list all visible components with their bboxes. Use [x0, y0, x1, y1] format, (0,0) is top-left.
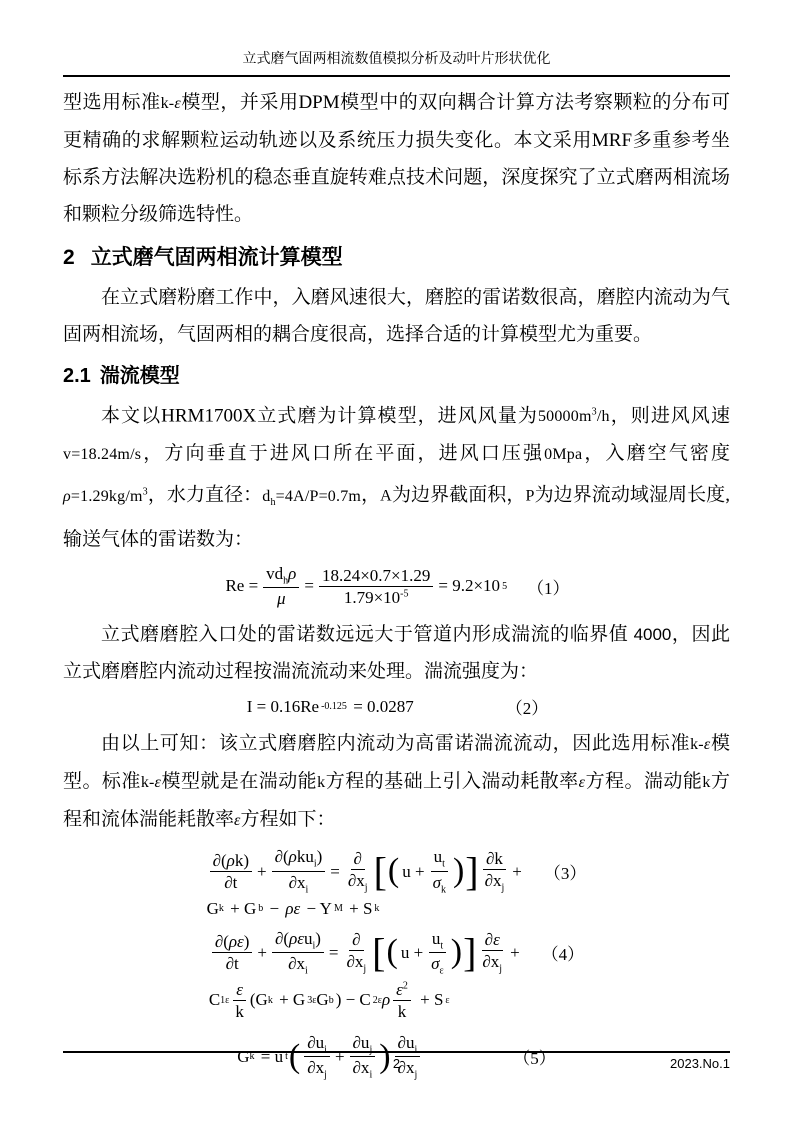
math-text: = [328, 942, 339, 962]
greek-run: ρε [228, 932, 244, 952]
subsection-heading-2-1 [63, 361, 730, 391]
math-run [262, 487, 362, 508]
equation-3 [63, 847, 730, 918]
fraction [479, 930, 505, 975]
math-run: k [702, 774, 711, 792]
subscript: h [283, 575, 289, 587]
paragraph [63, 394, 730, 558]
greek-run: ε [234, 812, 241, 830]
denominator: ∂t [224, 873, 238, 893]
denominator [341, 587, 412, 607]
numerator [233, 980, 246, 1001]
subscript: j [324, 1069, 327, 1081]
subscript: 1ε [220, 994, 230, 1006]
math-text: u [433, 847, 443, 867]
fraction [232, 980, 247, 1021]
denominator [482, 870, 508, 894]
left-paren: ( [387, 852, 400, 890]
subscript: b [258, 903, 264, 915]
math-text: G [316, 990, 329, 1010]
fraction [393, 980, 411, 1021]
math-run: A [380, 487, 392, 505]
math-text: − [265, 898, 284, 918]
greek-run: σ [432, 873, 441, 893]
superscript: 3 [591, 407, 597, 418]
text-run: 模型就是在湍动能 [161, 771, 318, 793]
math-text: 1.79×10 [343, 587, 401, 607]
math-text: ∂x [352, 1058, 370, 1078]
denominator [479, 951, 505, 975]
denominator: k [235, 1001, 244, 1021]
subscript: t [442, 858, 445, 870]
greek-run: ρ [288, 847, 297, 867]
fraction [343, 930, 369, 975]
math-run: 0Mpa [544, 446, 583, 464]
math-text: ∂u [397, 1032, 415, 1052]
denominator [345, 870, 371, 894]
left-bracket: [ [372, 929, 386, 975]
math-text: ∂u [307, 1032, 325, 1052]
math-text: ) [316, 847, 323, 867]
math-run: k- [140, 774, 155, 792]
page-footer [63, 1051, 730, 1071]
denominator [274, 588, 289, 608]
math-text: I = 0.16Re [246, 696, 320, 716]
math-text: + [334, 1046, 345, 1066]
math-text: ∂( [274, 847, 289, 867]
greek-run: ε [578, 774, 586, 792]
text-run: 模型，并采用DPM模型中的双向耦合计算方法考察颗粒的分布可更精确的求解颗粒运动轨迹以及系统压力损失变化。本文采用MRF多重参考坐标系方法解决选粉机的稳态垂直旋转难点技术问题，深度探究了立式磨两相流场和颗粒分级筛选特性。 [63, 92, 730, 225]
subscript: j [499, 963, 503, 975]
equation-lines [209, 929, 584, 1021]
math-text: + [512, 861, 522, 881]
numerator: 18.24×0.7×1.29 [319, 566, 433, 587]
math-text: + S [344, 898, 373, 918]
equation-line-2 [209, 980, 450, 1021]
greek-run: ε [154, 774, 162, 792]
math-text: vd [266, 563, 284, 583]
denominator [428, 953, 447, 977]
greek-run: ε [236, 979, 243, 999]
section-title: 立式磨气固两相流计算模型 [90, 246, 343, 269]
right-paren: ) [452, 852, 465, 890]
text-run: 方程和流体湍能耗散率 [63, 771, 730, 831]
math-text: ∂x [307, 1058, 325, 1078]
subscript: k [249, 1051, 255, 1063]
math-text: =1.29kg/m [70, 487, 143, 505]
math-text: ∂( [275, 928, 290, 948]
subscript: ε [439, 965, 444, 977]
subscript: 2ε [372, 994, 382, 1006]
text-run: 方程如下： [240, 809, 336, 831]
math-text: ∂u [352, 1032, 370, 1052]
numerator: ∂ [349, 930, 363, 951]
fraction [212, 932, 253, 973]
right-bracket: ] [465, 848, 479, 894]
greek-run: ε [703, 736, 711, 754]
subscript: i [312, 940, 316, 951]
math-text: ) [243, 932, 250, 952]
math-text: ∂x [397, 1058, 415, 1078]
paragraph [63, 279, 730, 353]
math-text: u [303, 928, 313, 948]
math-run: k- [160, 95, 175, 112]
denominator: k [397, 1001, 407, 1021]
math-text: = [304, 576, 314, 596]
subscript: t [440, 940, 444, 951]
text-run: 为边界截面积， [391, 484, 526, 506]
subscript: k [218, 903, 224, 915]
subscript: k [440, 884, 446, 896]
text-run: ， [361, 484, 381, 506]
subscript: j [369, 1044, 373, 1056]
text-run: 为边界流动域湿周长度,输送气体的雷诺数为： [63, 484, 730, 550]
numerator: ∂ [351, 849, 365, 870]
right-paren: ) [379, 1037, 391, 1075]
left-paren: ( [288, 1037, 301, 1075]
fraction [272, 929, 324, 977]
equation-number: （5） [513, 1049, 556, 1069]
math-text: u + [400, 942, 424, 962]
running-title-text: 立式磨气固两相流数值模拟分析及动叶片形状优化 [242, 52, 551, 67]
math-text: + G [274, 990, 306, 1010]
denominator [285, 953, 311, 977]
subscript: i [324, 1044, 327, 1056]
subscript: t [285, 1051, 288, 1063]
superscript: -5 [400, 587, 409, 599]
greek-run: ε [396, 979, 403, 999]
text-run: 方程。湍动能 [585, 771, 703, 793]
math-text: ∂x [346, 952, 364, 972]
denominator [286, 872, 312, 896]
greek-run: σ [431, 954, 440, 974]
text-run: ，入磨空气密度 [582, 443, 730, 465]
left-paren: ( [386, 933, 398, 971]
running-title [63, 50, 730, 77]
fraction [210, 851, 252, 892]
equation-number: （4） [541, 945, 585, 965]
math-text: Re = [225, 576, 259, 596]
text-run: 型选用标准 [63, 92, 161, 113]
fraction [482, 849, 508, 894]
superscript: 3 [142, 486, 148, 498]
numerator [482, 930, 503, 951]
equation-line-2 [207, 899, 380, 919]
greek-run: ε [493, 930, 500, 950]
math-text: u + [402, 861, 425, 881]
subscript: k [374, 903, 380, 915]
math-text: ) − C [335, 990, 371, 1010]
text-run: 由以上可知：该立式磨磨腔内流动为高雷诺湍流流动，因此选用标准 [101, 733, 691, 755]
numerator [210, 851, 252, 872]
equation-lines [207, 847, 587, 918]
math-text: /h [596, 408, 610, 426]
math-text: ) [315, 928, 321, 948]
fraction [428, 929, 447, 977]
math-text: ∂ [484, 930, 494, 950]
greek-run: ρ [226, 851, 235, 870]
math-text: ∂x [347, 871, 365, 891]
subscript: j [501, 882, 505, 894]
numerator [429, 929, 446, 954]
issue-number: 2023.No.1 [670, 1056, 730, 1071]
math-text: − Y [302, 898, 332, 918]
numerator [263, 564, 299, 589]
subscript: i [305, 965, 308, 977]
math-text: ∂( [212, 851, 227, 870]
equation-4 [63, 929, 730, 1021]
greek-run: ε [174, 95, 181, 112]
equation-2 [63, 694, 730, 719]
right-bracket: ] [463, 929, 477, 975]
math-run: k- [690, 736, 704, 754]
math-text: = u [256, 1046, 284, 1066]
numerator [272, 929, 324, 954]
text-run: 方程的基础上引入湍动耗散率 [325, 771, 579, 793]
equation-line-1 [207, 847, 587, 895]
greek-run: ρ [63, 487, 71, 505]
fraction [272, 847, 326, 895]
math-run [538, 408, 610, 425]
page-number: 2 [392, 1056, 401, 1071]
greek-run: ρε [289, 928, 304, 948]
paragraph [63, 725, 730, 839]
math-run: v=18.24m/s [63, 446, 142, 464]
right-paren: ) [450, 933, 463, 971]
math-text: ku [296, 847, 314, 867]
math-text: ∂x [288, 873, 306, 893]
math-text: 50000m [537, 408, 592, 426]
section-number: 2 [63, 246, 75, 269]
subscript: b [328, 994, 334, 1006]
text-run: ，因此立式磨磨腔内流动过程按湍流流动来处理。湍流强度为： [63, 624, 730, 683]
paragraph [63, 616, 730, 690]
numerator [212, 932, 253, 953]
text-run: 本文以HRM1700X立式磨为计算模型，进风风量为 [101, 405, 538, 427]
equation-number: （1） [527, 578, 570, 598]
math-text: G [206, 898, 219, 918]
fraction [319, 566, 433, 607]
subscript: k [267, 994, 273, 1006]
text-run: 立式磨磨腔入口处的雷诺数远远大于管道内形成湍流的临界值 [101, 624, 634, 646]
math-text: + [510, 942, 520, 962]
text-run: ，水力直径： [147, 484, 263, 506]
subscript: i [313, 858, 317, 870]
numerator: ∂k [483, 849, 506, 870]
fraction [430, 847, 449, 895]
subscript: ε [445, 994, 450, 1006]
math-text: = [330, 861, 340, 881]
subscript: i [369, 1069, 373, 1081]
math-text: + G [225, 898, 257, 918]
superscript: 2 [402, 980, 408, 992]
equation-1 [63, 564, 730, 609]
denominator [430, 872, 449, 896]
text-run: ，方向垂直于进风口所在平面，进风口压强 [141, 443, 545, 465]
text-run: ，则进风风速 [609, 405, 730, 427]
subscript: i [305, 884, 309, 896]
greek-run: ρε [285, 898, 301, 918]
math-text: =4A/P=0.7m [275, 487, 362, 505]
greek-run: μ [276, 589, 286, 609]
math-text: + [257, 942, 268, 962]
math-text: = 9.2×10 [438, 576, 501, 596]
subscript: j [364, 882, 368, 894]
math-text: = 0.0287 [348, 696, 414, 716]
text-run: 模型。标准 [63, 733, 730, 793]
math-text: ∂x [482, 952, 500, 972]
subsection-title: 湍流模型 [99, 365, 180, 387]
subscript: j [414, 1069, 418, 1081]
greek-run: ρ [288, 563, 297, 583]
section-heading-2 [63, 243, 730, 273]
numerator [272, 847, 326, 872]
math-text: + [257, 861, 267, 881]
subscript: 3ε [307, 994, 317, 1006]
math-text: ∂x [484, 871, 502, 891]
equation-number: （3） [543, 864, 587, 884]
greek-run: ρ [381, 990, 391, 1010]
math-run: k [317, 774, 326, 792]
fraction [345, 849, 371, 894]
subscript: h [270, 496, 276, 508]
math-text: C [208, 990, 221, 1010]
left-bracket: [ [373, 848, 387, 894]
math-text: d [262, 487, 271, 505]
subscript: M [333, 903, 343, 915]
math-text: (G [249, 990, 268, 1010]
superscript: -0.125 [321, 701, 347, 713]
numerator [431, 847, 448, 872]
math-text: + S [415, 990, 444, 1010]
fraction [263, 564, 299, 609]
math-text: ∂( [214, 932, 229, 952]
math-text: u [431, 928, 441, 948]
subscript: j [363, 963, 367, 975]
equation-number: （2） [505, 699, 549, 719]
denominator [343, 951, 369, 975]
text-run: 在立式磨粉磨工作中，入磨风速很大，磨腔的雷诺数很高，磨腔内流动为气固两相流场，气固两相的耦合度很高，选择合适的计算模型尤为重要。 [63, 287, 730, 345]
denominator: ∂t [225, 954, 239, 974]
numerator [393, 980, 411, 1001]
math-run: P [525, 487, 535, 505]
math-run [63, 488, 148, 505]
subscript: i [414, 1044, 418, 1056]
math-text: k) [234, 851, 250, 870]
math-text: ∂x [288, 954, 306, 974]
math-text: G [237, 1046, 250, 1066]
paragraph-continuation [63, 84, 730, 233]
page-body [63, 84, 730, 1081]
subsection-number: 2.1 [63, 365, 91, 387]
number-run: 4000 [633, 625, 672, 645]
equation-line-1 [209, 929, 584, 977]
superscript: 5 [502, 580, 508, 592]
